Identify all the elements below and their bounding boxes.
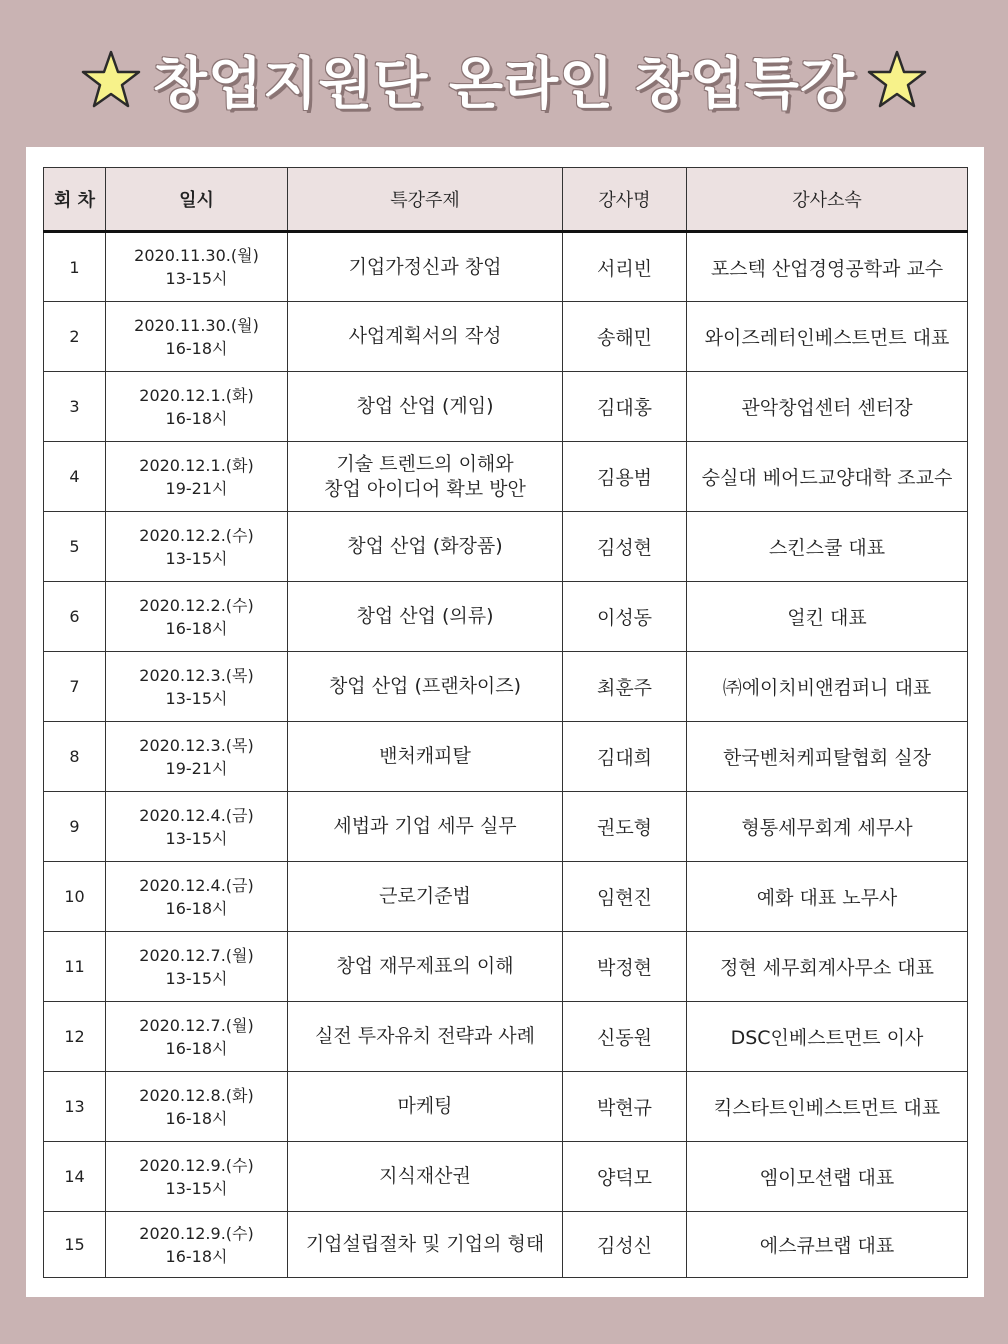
session-datetime [106,232,288,302]
page-title: 창업지원단 온라인 창업특강 [152,52,856,117]
session-datetime [106,302,288,372]
session-topic [288,232,563,302]
table-header-row [44,168,968,232]
table-row [44,582,968,652]
session-topic [288,1002,563,1072]
session-date: 2020.12.1.(화) [139,385,254,405]
topic-line: 창업 산업 (프랜차이즈) [328,675,522,697]
session-number: 4 [44,442,106,512]
lecturer-affiliation: DSC인베스트먼트 이사 [687,1002,968,1072]
session-number: 9 [44,792,106,862]
lecturer-affiliation: ㈜에이치비앤컴퍼니 대표 [687,652,968,722]
session-topic [288,512,563,582]
session-number: 7 [44,652,106,722]
session-date: 2020.12.1.(화) [139,455,254,475]
lecturer-affiliation: 에스큐브랩 대표 [687,1212,968,1278]
lecturer-affiliation: 숭실대 베어드교양대학 조교수 [687,442,968,512]
session-datetime [106,1142,288,1212]
lecturer-name: 권도형 [563,792,687,862]
table-row [44,652,968,722]
schedule-panel [26,147,984,1297]
session-topic [288,722,563,792]
lecturer-affiliation: 와이즈레터인베스트먼트 대표 [687,302,968,372]
session-number: 6 [44,582,106,652]
session-topic [288,582,563,652]
session-time: 13-15시 [165,269,228,288]
session-number: 12 [44,1002,106,1072]
session-topic [288,1212,563,1278]
session-date: 2020.12.7.(월) [139,945,254,965]
lecturer-affiliation: 스킨스쿨 대표 [687,512,968,582]
lecturer-name: 김성신 [563,1212,687,1278]
table-row [44,512,968,582]
topic-line: 기업설립절차 및 기업의 형태 [305,1233,545,1255]
session-date: 2020.12.2.(수) [139,525,254,545]
star-icon [865,48,929,112]
topic-line: 밴처캐피탈 [379,745,471,767]
header-lecturer: 강사명 [563,168,687,232]
session-datetime [106,512,288,582]
header-topic: 특강주제 [288,168,563,232]
lecturer-affiliation: 얼킨 대표 [687,582,968,652]
lecturer-name: 최훈주 [563,652,687,722]
lecturer-name: 김대희 [563,722,687,792]
lecturer-affiliation: 포스텍 산업경영공학과 교수 [687,232,968,302]
lecturer-affiliation: 정현 세무회계사무소 대표 [687,932,968,1002]
session-date: 2020.12.9.(수) [139,1155,254,1175]
header-date: 일시 [106,168,288,232]
session-number: 2 [44,302,106,372]
topic-line: 기술 트렌드의 이해와 [336,452,514,475]
topic-line: 실전 투자유치 전략과 사례 [314,1025,535,1047]
topic-line: 창업 산업 (게임) [356,395,494,417]
session-time: 16-18시 [165,1246,228,1266]
session-date: 2020.11.30.(월) [134,315,259,335]
topic-line: 창업 산업 (의류) [356,605,494,627]
header-no: 회 차 [44,168,106,232]
session-number: 13 [44,1072,106,1142]
session-datetime [106,582,288,652]
topic-line: 지식재산권 [379,1165,471,1187]
header-affiliation: 강사소속 [687,168,968,232]
session-time: 19-21시 [165,758,228,778]
session-datetime [106,372,288,442]
session-number: 15 [44,1212,106,1278]
session-date: 2020.12.4.(금) [139,875,254,895]
session-time: 16-18시 [165,338,228,358]
session-time: 13-15시 [165,968,228,988]
session-topic [288,302,563,372]
topic-line-2: 창업 아이디어 확보 방안 [324,477,526,500]
session-time: 13-15시 [165,688,228,708]
table-row [44,862,968,932]
session-time: 13-15시 [165,828,228,848]
session-time: 16-18시 [165,618,228,638]
session-datetime [106,1002,288,1072]
session-datetime [106,1072,288,1142]
session-datetime [106,862,288,932]
lecturer-name: 박현규 [563,1072,687,1142]
lecturer-affiliation: 킥스타트인베스트먼트 대표 [687,1072,968,1142]
session-time: 16-18시 [165,1038,228,1058]
session-number: 1 [44,232,106,302]
session-datetime [106,722,288,792]
session-time: 13-15시 [165,1178,228,1198]
session-date: 2020.12.3.(목) [139,735,254,755]
table-row [44,232,968,302]
table-row [44,1142,968,1212]
table-row [44,1212,968,1278]
session-date: 2020.12.2.(수) [139,595,254,615]
session-topic [288,442,563,512]
session-date: 2020.12.4.(금) [139,805,254,825]
topic-line: 기업가정신과 창업 [348,255,502,278]
session-time: 16-18시 [165,1108,228,1128]
star-icon [79,48,143,112]
lecturer-affiliation: 한국벤처케피탈협회 실장 [687,722,968,792]
schedule-table [43,167,968,1278]
session-datetime [106,652,288,722]
session-datetime [106,932,288,1002]
lecturer-name: 신동원 [563,1002,687,1072]
lecturer-name: 임현진 [563,862,687,932]
session-number: 11 [44,932,106,1002]
table-row [44,722,968,792]
lecturer-name: 김성현 [563,512,687,582]
lecturer-name: 이성동 [563,582,687,652]
session-time: 13-15시 [165,548,228,568]
lecturer-name: 양덕모 [563,1142,687,1212]
lecturer-name: 박정현 [563,932,687,1002]
topic-line: 사업계획서의 작성 [348,325,502,347]
session-datetime [106,442,288,512]
lecturer-name: 송해민 [563,302,687,372]
table-row [44,1072,968,1142]
lecturer-name: 김용범 [563,442,687,512]
session-number: 8 [44,722,106,792]
session-topic [288,1142,563,1212]
session-time: 16-18시 [165,408,228,428]
session-topic [288,372,563,442]
session-number: 14 [44,1142,106,1212]
session-date: 2020.12.7.(월) [139,1015,254,1035]
session-topic [288,792,563,862]
session-time: 16-18시 [165,898,228,918]
session-datetime [106,1212,288,1278]
session-date: 2020.12.3.(목) [139,665,254,685]
topic-line: 마케팅 [397,1095,453,1117]
session-topic [288,652,563,722]
topic-line: 창업 재무제표의 이해 [336,955,514,977]
table-row [44,792,968,862]
session-topic [288,1072,563,1142]
session-topic [288,932,563,1002]
lecturer-name: 서리빈 [563,232,687,302]
topic-line: 세법과 기업 세무 실무 [333,815,517,837]
session-number: 3 [44,372,106,442]
table-row [44,1002,968,1072]
table-row [44,442,968,512]
session-datetime [106,792,288,862]
lecturer-affiliation: 관악창업센터 센터장 [687,372,968,442]
lecturer-affiliation: 형통세무회계 세무사 [687,792,968,862]
topic-line: 근로기준법 [379,885,471,907]
session-number: 10 [44,862,106,932]
title-banner [0,30,1008,130]
table-row [44,932,968,1002]
session-date: 2020.11.30.(월) [134,246,259,265]
session-time: 19-21시 [165,478,228,498]
table-row [44,302,968,372]
session-number: 5 [44,512,106,582]
lecturer-name: 김대홍 [563,372,687,442]
session-topic [288,862,563,932]
lecturer-affiliation: 엠이모션랩 대표 [687,1142,968,1212]
session-date: 2020.12.9.(수) [139,1223,254,1243]
table-row [44,372,968,442]
lecturer-affiliation: 예화 대표 노무사 [687,862,968,932]
topic-line: 창업 산업 (화장품) [347,535,503,557]
session-date: 2020.12.8.(화) [139,1085,254,1105]
